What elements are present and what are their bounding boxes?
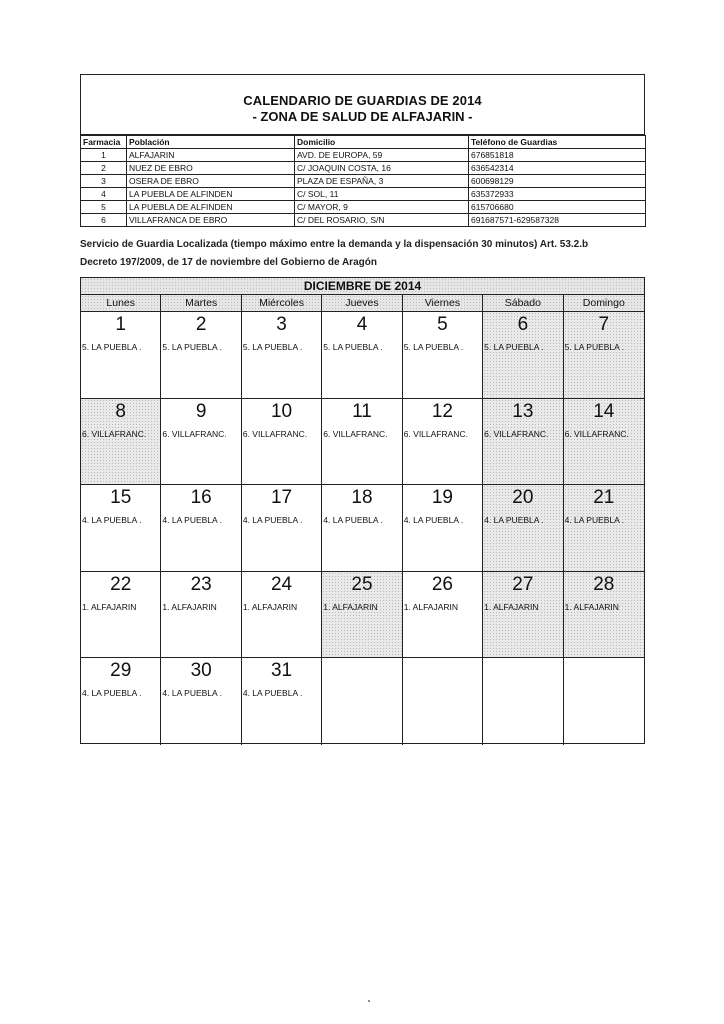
day-number: 4 [356,314,368,335]
calendar-day-cell [242,399,322,486]
weekday-label: Viernes [403,295,483,311]
calendar-day-cell [81,312,161,399]
calendar-day-cell [564,572,644,659]
duty-pharmacy: 1. ALFAJARIN [82,601,137,612]
calendar-day-cell [403,485,483,572]
calendar-day-cell [242,572,322,659]
calendar-day-cell [483,399,563,486]
duty-pharmacy: 4. LA PUEBLA . [242,688,303,699]
day-number: 30 [190,660,212,682]
column-header-telefono: Teléfono de Guardias [469,136,646,149]
pharmacy-number: 5 [81,201,127,214]
duty-pharmacy: 5. LA PUEBLA . [162,342,222,352]
table-row [81,175,646,188]
pharmacy-table [80,135,646,227]
calendar-day-cell [322,572,402,659]
day-number: 28 [593,573,615,595]
duty-pharmacy: 6. VILLAFRANC. [484,428,549,439]
calendar-day-cell [81,572,161,659]
calendar-day-cell [403,399,483,486]
calendar-day-cell [161,312,241,399]
weekday-label: Lunes [81,295,161,311]
pharmacy-address: PLAZA DE ESPAÑA, 3 [295,175,469,188]
pharmacy-town: NUEZ DE EBRO [127,162,295,175]
duty-pharmacy: 4. LA PUEBLA . [323,515,383,526]
calendar-grid [81,312,644,745]
weekday-label: Domingo [564,295,644,311]
day-number: 26 [431,573,453,595]
calendar-day-cell [564,312,644,399]
calendar-day-cell [161,572,241,659]
calendar-day-cell [81,658,161,745]
duty-pharmacy: 4. LA PUEBLA . [162,688,222,699]
column-header-domicilio: Domicilio [295,136,469,149]
weekday-label: Miércoles [242,295,322,311]
day-number: 16 [190,487,212,509]
day-number: 1 [115,314,126,335]
calendar-day-cell [564,399,644,486]
pharmacy-address: C/ MAYOR, 9 [295,201,469,214]
pharmacy-phone: 676851818 [469,149,646,162]
day-number: 25 [351,573,373,595]
pharmacy-table-header [81,136,646,149]
day-number: 22 [110,573,132,595]
calendar-day-cell [322,399,402,486]
duty-pharmacy: 4. LA PUEBLA . [82,688,142,699]
duty-pharmacy: 4. LA PUEBLA . [403,515,464,526]
pharmacy-town: LA PUEBLA DE ALFINDEN [127,201,295,214]
day-number: 24 [270,573,293,595]
column-header-farmacia: Farmacia [81,136,127,149]
weekday-label: Jueves [322,295,402,311]
calendar [80,277,645,744]
duty-pharmacy: 5. LA PUEBLA . [242,342,303,352]
table-row [81,201,646,214]
calendar-day-cell [483,572,563,659]
day-number: 3 [276,314,287,335]
calendar-day-cell [322,485,402,572]
day-number: 31 [270,660,293,682]
calendar-day-cell [483,485,563,572]
day-number: 2 [195,314,207,335]
pharmacy-address: C/ JOAQUIN COSTA, 16 [295,162,469,175]
day-number: 17 [270,487,293,509]
day-number: 20 [512,487,534,509]
calendar-day-cell [564,485,644,572]
calendar-day-cell [242,658,322,745]
table-row [81,162,646,175]
day-number: 6 [517,314,529,335]
day-number: 9 [195,400,207,422]
calendar-day-cell [161,399,241,486]
duty-pharmacy: 1. ALFAJARIN [484,601,539,612]
duty-pharmacy: 5. LA PUEBLA . [82,342,142,352]
document-title-box [80,74,645,135]
calendar-day-cell [403,312,483,399]
duty-pharmacy: 5. LA PUEBLA . [484,342,544,352]
pharmacy-number: 6 [81,214,127,227]
calendar-day-cell [403,658,483,745]
day-number: 29 [110,660,132,682]
day-number: 5 [437,314,448,335]
pharmacy-town: LA PUEBLA DE ALFINDEN [127,188,295,201]
pharmacy-address: C/ SOL, 11 [295,188,469,201]
day-number: 15 [110,487,132,509]
pharmacy-number: 3 [81,175,127,188]
day-number: 18 [351,487,373,509]
duty-pharmacy: 4. LA PUEBLA . [564,515,625,526]
calendar-day-cell [564,658,644,745]
table-row [81,214,646,227]
duty-pharmacy: 1. ALFAJARIN [162,601,217,612]
day-number: 27 [512,573,534,595]
day-number: 21 [593,487,615,509]
column-header-poblacion: Población [127,136,295,149]
duty-pharmacy: 6. VILLAFRANC. [162,428,227,439]
day-number: 8 [115,400,126,422]
duty-pharmacy: 5. LA PUEBLA . [564,342,625,352]
calendar-day-cell [242,312,322,399]
day-number: 10 [270,400,293,422]
day-number: 11 [352,400,372,422]
weekday-label: Sábado [483,295,563,311]
duty-pharmacy: 6. VILLAFRANC. [242,428,308,439]
calendar-day-cell [161,658,241,745]
day-number: 13 [512,400,534,422]
document-subtitle: - ZONA DE SALUD DE ALFAJARIN - [252,109,473,124]
duty-pharmacy: 5. LA PUEBLA . [323,342,383,352]
calendar-day-cell [161,485,241,572]
document-title: CALENDARIO DE GUARDIAS DE 2014 [243,93,482,108]
weekday-label: Martes [161,295,241,311]
calendar-month-title: DICIEMBRE DE 2014 [81,278,644,295]
calendar-day-cell [322,312,402,399]
duty-pharmacy: 6. VILLAFRANC. [323,428,388,439]
calendar-day-cell [242,485,322,572]
duty-pharmacy: 4. LA PUEBLA . [162,515,222,526]
page-speck [368,1000,370,1002]
day-number: 19 [431,487,453,509]
pharmacy-town: OSERA DE EBRO [127,175,295,188]
duty-pharmacy: 6. VILLAFRANC. [403,428,468,439]
table-row [81,188,646,201]
duty-pharmacy: 4. LA PUEBLA . [242,515,303,526]
pharmacy-address: C/ DEL ROSARIO, S/N [295,214,469,227]
day-number: 12 [431,400,453,422]
day-number: 7 [598,314,610,335]
duty-pharmacy: 1. ALFAJARIN [403,601,459,612]
duty-pharmacy: 6. VILLAFRANC. [564,428,629,439]
pharmacy-town: ALFAJARIN [127,149,295,162]
duty-pharmacy: 1. ALFAJARIN [564,601,619,612]
calendar-day-cell [322,658,402,745]
calendar-day-cell [483,312,563,399]
table-row [81,149,646,162]
pharmacy-phone: 615706680 [469,201,646,214]
service-note: Servicio de Guardia Localizada (tiempo máximo entre la demanda y la dispensación 30 minutos) Art. 53.2.b [80,239,589,250]
pharmacy-phone: 636542314 [469,162,646,175]
pharmacy-town: VILLAFRANCA DE EBRO [127,214,295,227]
duty-pharmacy: 4. LA PUEBLA . [82,515,142,526]
duty-pharmacy: 4. LA PUEBLA . [484,515,544,526]
weekday-header-row [81,295,644,312]
pharmacy-number: 1 [81,149,127,162]
calendar-day-cell [81,399,161,486]
duty-pharmacy: 6. VILLAFRANC. [82,428,147,439]
calendar-day-cell [81,485,161,572]
pharmacy-number: 4 [81,188,127,201]
day-number: 23 [190,573,212,595]
pharmacy-address: AVD. DE EUROPA, 59 [295,149,469,162]
pharmacy-number: 2 [81,162,127,175]
pharmacy-phone: 635372933 [469,188,646,201]
duty-pharmacy: 1. ALFAJARIN [323,601,378,612]
calendar-day-cell [403,572,483,659]
decree-note: Decreto 197/2009, de 17 de noviembre del Gobierno de Aragón [80,257,377,268]
pharmacy-phone: 600698129 [469,175,646,188]
duty-pharmacy: 5. LA PUEBLA . [403,342,464,352]
day-number: 14 [593,400,615,422]
pharmacy-phone: 691687571-629587328 [469,214,646,227]
duty-pharmacy: 1. ALFAJARIN [242,601,298,612]
calendar-day-cell [483,658,563,745]
